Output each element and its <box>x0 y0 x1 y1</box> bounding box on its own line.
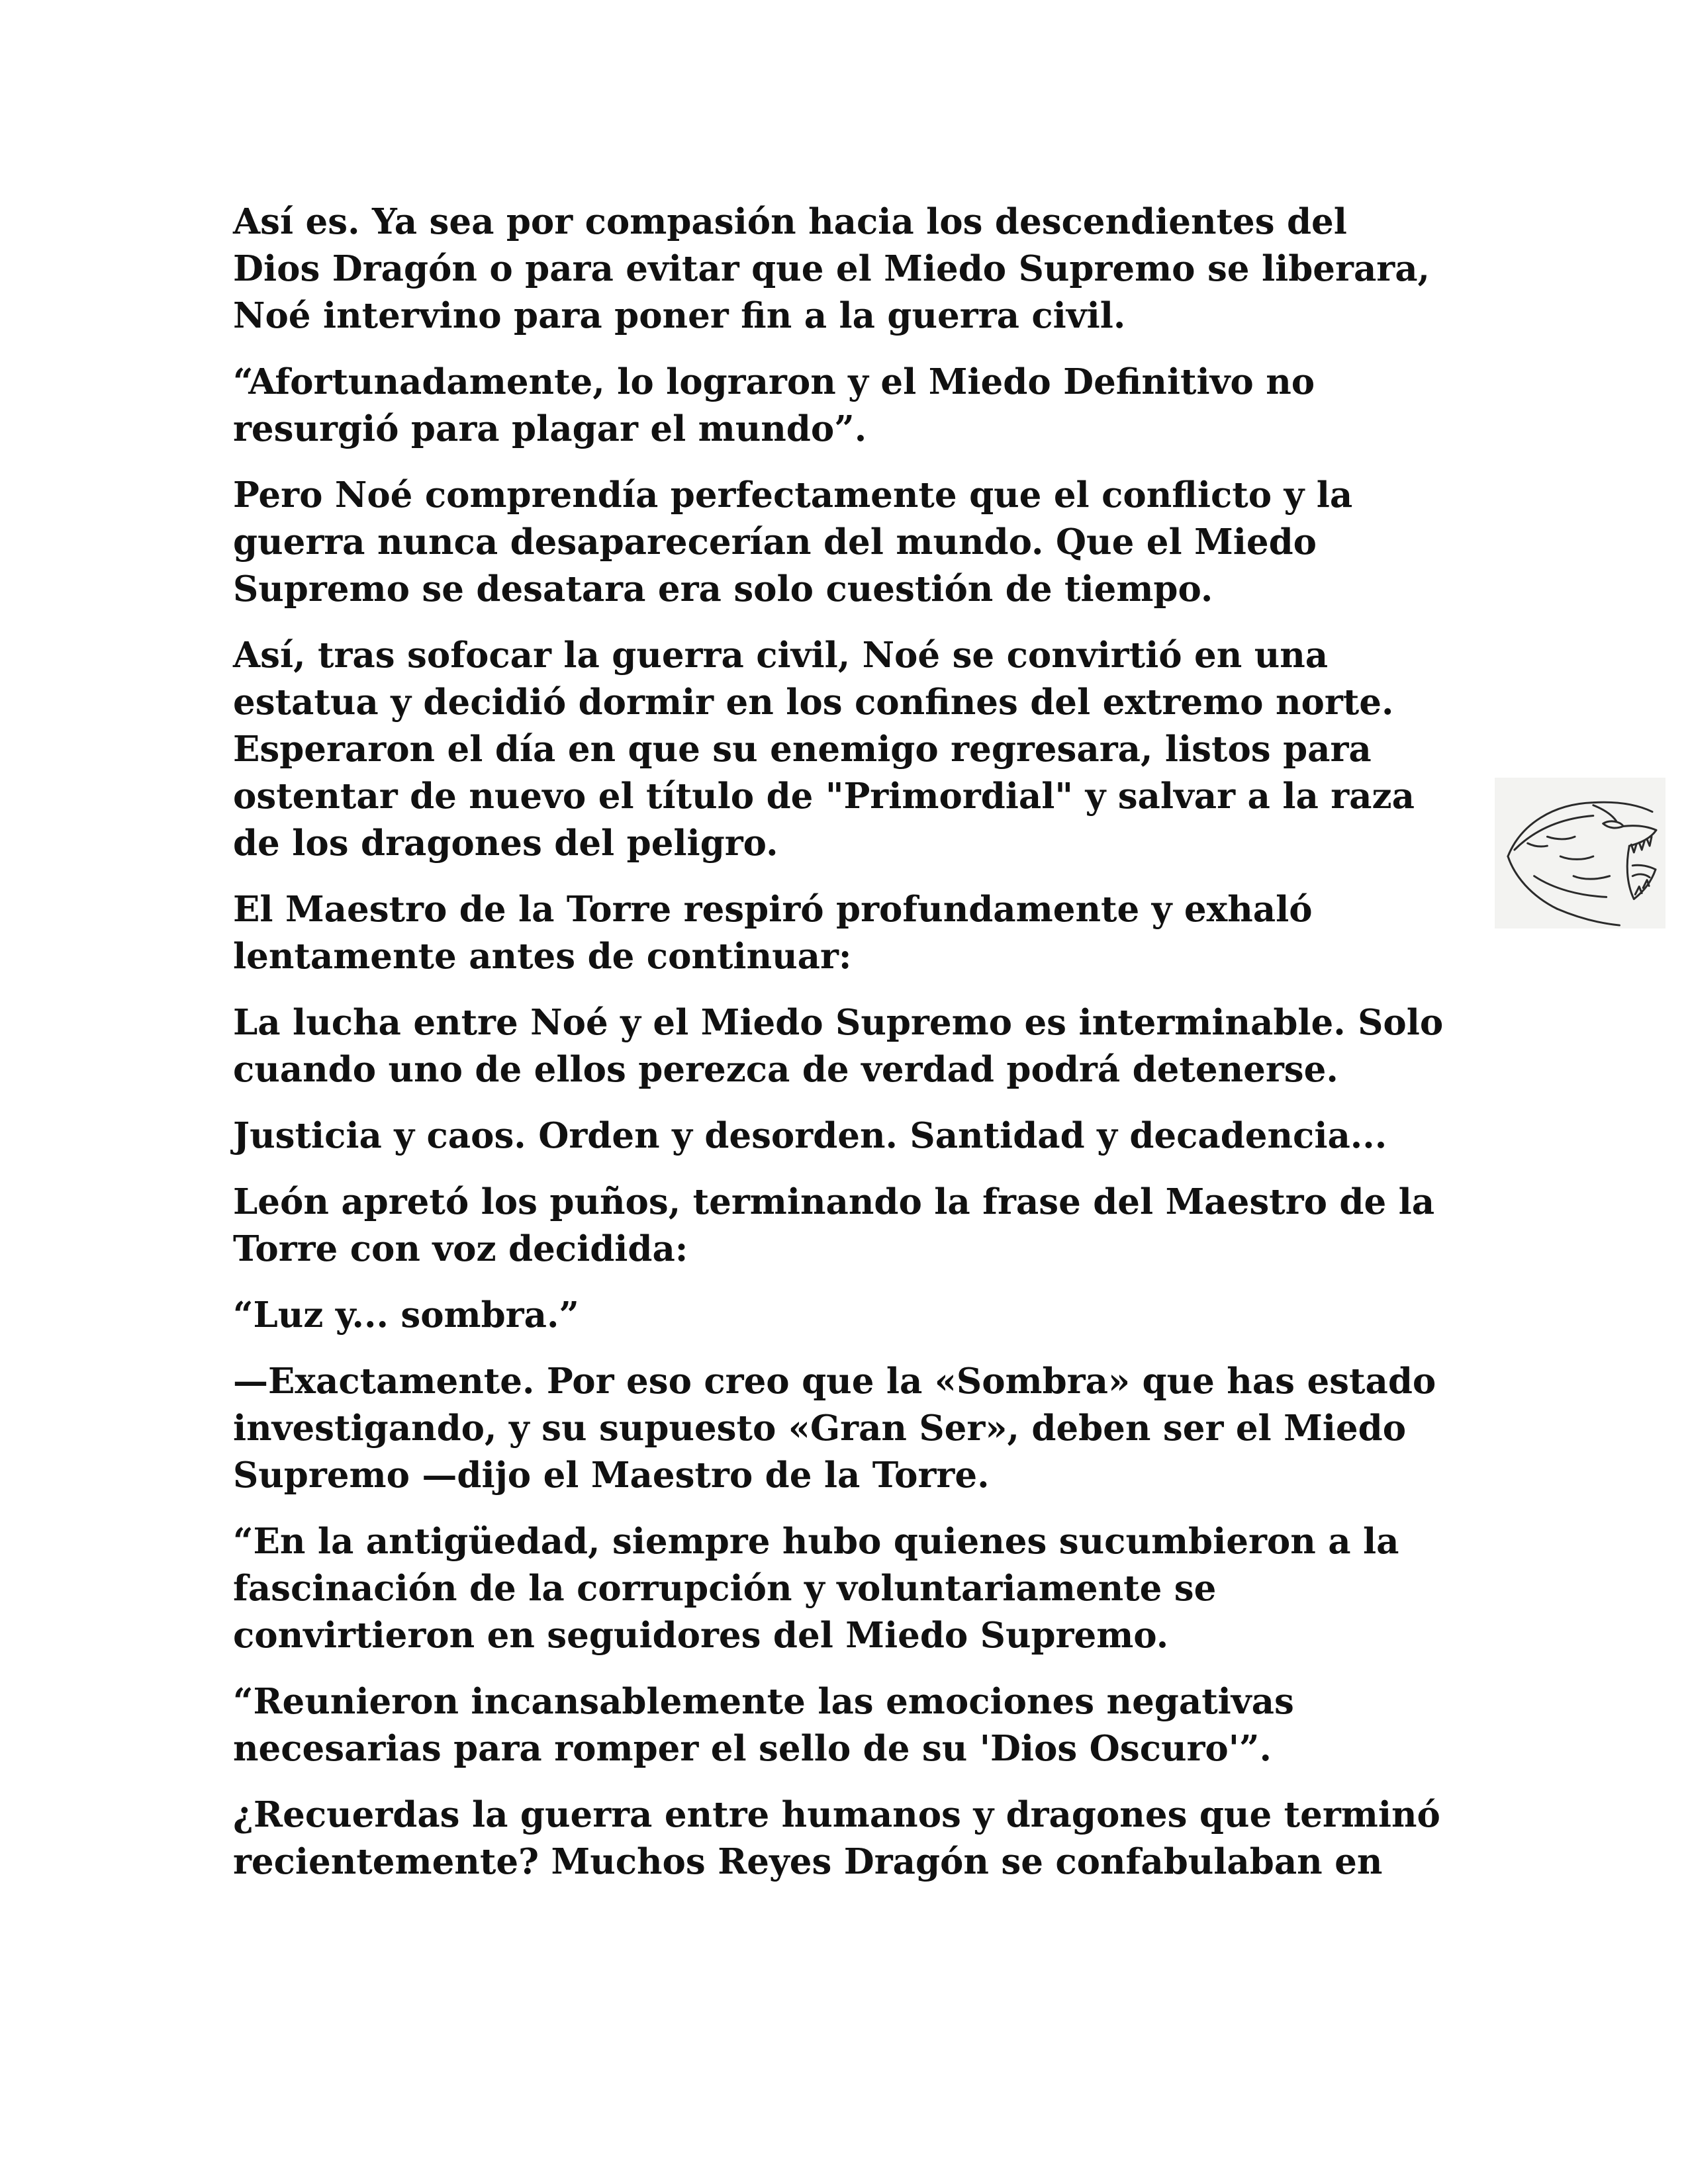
paragraph: La lucha entre Noé y el Miedo Supremo es interminable. Solo cuando uno de ellos perezca de verdad podrá detenerse. <box>233 1002 1444 1090</box>
paragraph: Justicia y caos. Orden y desorden. Santidad y decadencia... <box>233 1115 1387 1156</box>
body-text <box>233 199 1444 1905</box>
paragraph: El Maestro de la Torre respiró profundamente y exhaló lentamente antes de continuar: <box>233 889 1313 977</box>
paragraph: “Reunieron incansablemente las emociones negativas necesarias para romper el sello de su 'Dios Oscuro'”. <box>233 1681 1294 1769</box>
paragraph: ¿Recuerdas la guerra entre humanos y dragones que terminó recientemente? Muchos Reyes Dragón se confabulaban en <box>233 1794 1440 1882</box>
paragraph: “En la antigüedad, siempre hubo quienes sucumbieron a la fascinación de la corrupción y voluntariamente se convirtieron en seguidores del Miedo Supremo. <box>233 1521 1399 1656</box>
paragraph: León apretó los puños, terminando la frase del Maestro de la Torre con voz decidida: <box>233 1181 1435 1269</box>
paragraph: “Luz y... sombra.” <box>233 1295 579 1336</box>
paragraph: Así, tras sofocar la guerra civil, Noé se convirtió en una estatua y decidió dormir en los confines del extremo norte. Esperaron el día en que su enemigo regresara, listos para ostentar de nuevo el título de "Primordial" y salvar a la raza de los dragones del peligro. <box>233 635 1415 864</box>
paragraph: Pero Noé comprendía perfectamente que el conflicto y la guerra nunca desaparecerían del mundo. Que el Miedo Supremo se desatara era solo cuestión de tiempo. <box>233 475 1353 610</box>
paragraph: —Exactamente. Por eso creo que la «Sombra» que has estado investigando, y su supuesto «Gran Ser», deben ser el Miedo Supremo —dijo el Maestro de la Torre. <box>233 1361 1436 1496</box>
dragon-head-sketch-icon <box>1495 778 1665 929</box>
paragraph: Así es. Ya sea por compasión hacia los descendientes del Dios Dragón o para evitar que el Miedo Supremo se liberara, Noé intervino para poner fin a la guerra civil. <box>233 201 1430 336</box>
paragraph: “Afortunadamente, lo lograron y el Miedo Definitivo no resurgió para plagar el mundo”. <box>233 361 1315 449</box>
